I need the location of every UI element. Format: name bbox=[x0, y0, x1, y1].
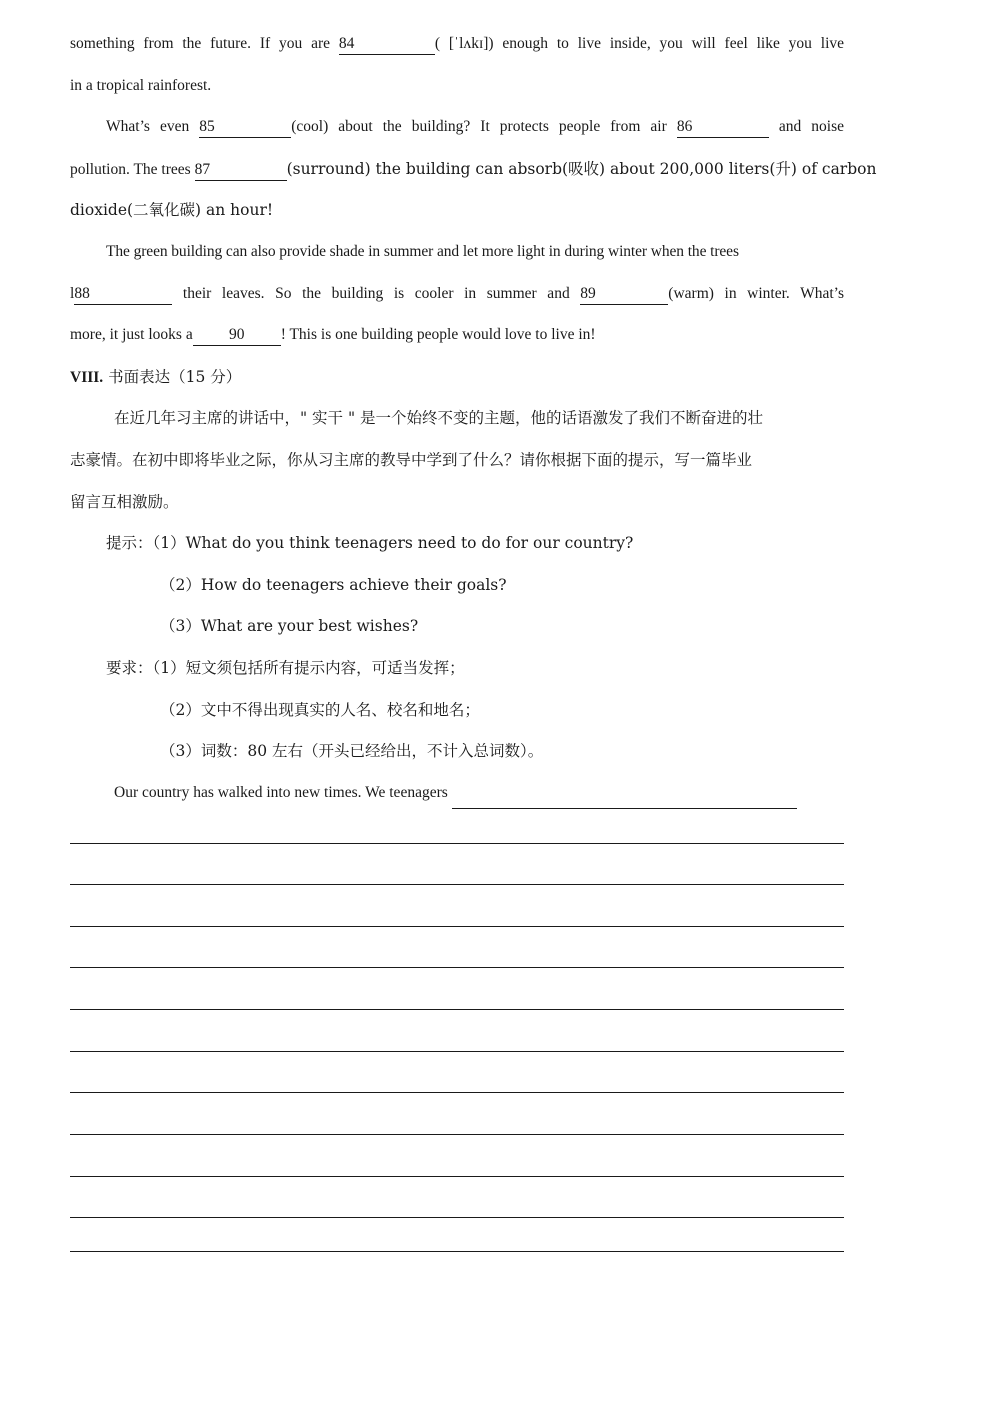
answer-line[interactable] bbox=[70, 884, 844, 885]
passage-text: more, it just looks a bbox=[70, 326, 193, 344]
hint-text: （3）What are your best wishes? bbox=[160, 617, 419, 636]
passage-line-6 bbox=[70, 236, 844, 278]
hint-text: （1）What do you think teenagers need to do for our country? bbox=[152, 534, 634, 553]
answer-line[interactable] bbox=[70, 1092, 844, 1093]
section-title: 书面表达（15 分） bbox=[103, 367, 242, 386]
passage-line-5 bbox=[70, 194, 844, 236]
writing-starter-line bbox=[70, 777, 844, 819]
passage-text: The green building can also provide shade in summer and let more light in during winter when the trees bbox=[106, 242, 739, 260]
passage-line-2 bbox=[70, 70, 844, 112]
requirement-text: （2）文中不得出现真实的人名、校名和地名； bbox=[160, 700, 480, 719]
passage-text: l bbox=[70, 284, 75, 302]
passage-text: ( [ˈlʌkɪ]) enough to live inside, you will feel like you live bbox=[434, 35, 845, 52]
answer-line-first[interactable] bbox=[452, 786, 797, 809]
hint-label: 提示： bbox=[106, 534, 153, 553]
answer-line[interactable] bbox=[70, 1217, 844, 1218]
answer-line[interactable] bbox=[70, 1176, 844, 1177]
hint-text: （2）How do teenagers achieve their goals? bbox=[160, 575, 507, 594]
instruction-text: 留言互相激励。 bbox=[70, 492, 179, 511]
section-number: VIII. bbox=[70, 368, 104, 386]
passage-line-8 bbox=[70, 319, 844, 361]
requirement-label: 要求： bbox=[106, 658, 153, 677]
passage-text: something from the future. If you are bbox=[70, 35, 339, 52]
passage-text: in a tropical rainforest. bbox=[70, 76, 212, 94]
passage-text: (cool) about the building? It protects people from air bbox=[291, 118, 677, 136]
writing-intro-1 bbox=[70, 402, 844, 444]
passage-text: and noise bbox=[768, 118, 844, 136]
blank-88[interactable]: 88 bbox=[74, 285, 172, 305]
passage-text: What’s even bbox=[106, 118, 200, 136]
answer-line[interactable] bbox=[70, 1134, 844, 1135]
passage-text: (warm) in winter. What’s bbox=[668, 284, 844, 302]
passage-text: pollution. The trees bbox=[70, 160, 195, 178]
answer-line[interactable] bbox=[70, 926, 844, 927]
answer-line[interactable] bbox=[70, 1009, 844, 1010]
blank-84[interactable]: 84 bbox=[339, 35, 435, 55]
answer-line[interactable] bbox=[70, 1051, 844, 1052]
blank-90[interactable]: 90 bbox=[193, 326, 281, 346]
writing-intro-3 bbox=[70, 486, 844, 528]
blank-86[interactable]: 86 bbox=[677, 118, 769, 138]
passage-text: dioxide(二氧化碳) an hour! bbox=[70, 201, 274, 220]
hint-1 bbox=[70, 527, 844, 569]
answer-line[interactable] bbox=[70, 967, 844, 968]
requirement-3 bbox=[70, 735, 844, 777]
passage-line-4 bbox=[70, 153, 877, 195]
passage-text: their leaves. So the building is cooler in summer and bbox=[172, 284, 581, 302]
passage-line-1 bbox=[70, 28, 844, 70]
requirement-text: （1）短文须包括所有提示内容，可适当发挥； bbox=[152, 658, 465, 677]
hint-2 bbox=[70, 569, 844, 611]
answer-line[interactable] bbox=[70, 1251, 844, 1252]
blank-85[interactable]: 85 bbox=[199, 118, 291, 138]
writing-intro-2 bbox=[70, 444, 844, 486]
requirement-text: （3）词数：80 左右（开头已经给出，不计入总词数）。 bbox=[160, 742, 544, 761]
passage-text: ! This is one building people would love to live in! bbox=[280, 326, 596, 344]
instruction-text: 志豪情。在初中即将毕业之际，你从习主席的教导中学到了什么？请你根据下面的提示，写一篇毕业 bbox=[70, 450, 753, 469]
section-heading bbox=[70, 361, 844, 403]
blank-89[interactable]: 89 bbox=[580, 285, 668, 305]
requirement-2 bbox=[70, 694, 844, 736]
hint-3 bbox=[70, 610, 844, 652]
passage-text: (surround) the building can absorb(吸收) about 200,000 liters(升) of carbon bbox=[286, 159, 877, 178]
instruction-text: 在近几年习主席的讲话中，" 实干 " 是一个始终不变的主题，他的话语激发了我们不断奋进的壮 bbox=[114, 409, 764, 428]
exam-page bbox=[70, 28, 877, 818]
requirement-1 bbox=[70, 652, 844, 694]
passage-line-7 bbox=[70, 278, 844, 320]
blank-87[interactable]: 87 bbox=[195, 161, 287, 181]
passage-line-3 bbox=[70, 111, 844, 153]
writing-starter-text: Our country has walked into new times. We teenagers bbox=[114, 783, 448, 801]
answer-line[interactable] bbox=[70, 843, 844, 844]
